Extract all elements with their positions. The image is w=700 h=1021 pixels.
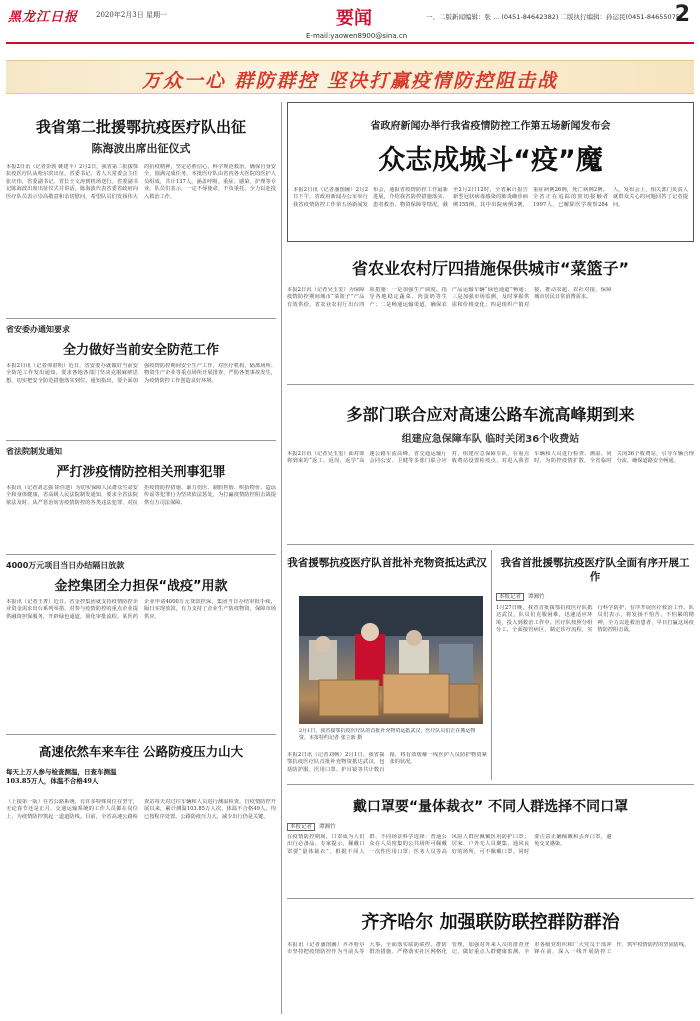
- article-body: 1月27日晚，我省首批援鄂抗疫医疗队抵达武汉，队员们克服困难，迅速适应环境，投入到救治工作中。医疗队按照分组分工，全面接管病区，制定诊疗流程，实行科学防护，有序开展医疗救治工作。队员们表示，将发扬不怕苦、不怕累的精神，全力以赴救治患者，早日打赢这场疫情防控阻击战。: [496, 605, 694, 634]
- divider: [287, 898, 694, 899]
- masthead: [6, 4, 694, 44]
- article-body: （上接第一版）在省公路系统，有许多特殊岗位在坚守，无论春节还是正月，交通运输系统的工作人员都在岗位上，为疫情防控筑起一道道防线。目前，全省高速公路检查站每天对过往车辆和人员进行测温检查。自疫情防控开展以来，累计测温103.85万人次，体温不合格49人，均已按程序处置。公路防疫压力大，减少出行仍是关键。: [6, 799, 276, 820]
- byline-author: 谭湘竹: [528, 594, 545, 600]
- headline: 严打涉疫情防控相关刑事犯罪: [56, 465, 226, 480]
- article-donation: [287, 550, 487, 780]
- kicker: 4000万元项目当日办结隔日放款: [6, 561, 125, 570]
- headline: 省农业农村厅四措施保供城市“菜篮子”: [351, 259, 630, 278]
- section-title: 要闻: [336, 8, 372, 29]
- divider: [287, 384, 694, 385]
- column-divider: [281, 102, 282, 1014]
- headline: 众志成城斗“疫”魔: [378, 145, 603, 176]
- divider: [6, 734, 276, 735]
- page-number: 2: [674, 2, 690, 27]
- column-divider: [491, 550, 492, 780]
- divider: [287, 784, 694, 785]
- article-masks: [287, 790, 694, 894]
- divider: [287, 544, 694, 545]
- article-body: 本报2日讯（记者潘图圖）2月2日下午，省政府新闻办公室举行我省疫情防控工作第五场新闻发布会，通报省疫情防控工作最新进展，介绍我省防控措施落实、患者救治、物资保障等情况。截至2月2日12时，全省累计报告新型冠状病毒感染的肺炎确诊病例155例，其中出院病例3例，重症病例26例，死亡病例2例。全省正在追踪的密切接触者1997人，已解除医学观察284人。发布会上，相关部门负责人就群众关心的问题回答了记者提问。: [293, 187, 688, 208]
- photo-caption: 2月1日，我省援鄂抗疫医疗队的首批补充物资运抵武汉，医疗队员们正在搬运物资。本报特约记者 张立新 摄: [299, 728, 476, 741]
- headline: 多部门联合应对高速公路车流高峰期到来: [346, 405, 635, 424]
- headline: 高速依然车来车往 公路防疫压力山大: [38, 744, 244, 759]
- article-qiqihar: [287, 904, 694, 1014]
- article-traffic: [287, 390, 694, 538]
- byline-author: 谭湘竹: [319, 824, 336, 830]
- newspaper-logo: 黑龙江日报: [8, 10, 79, 25]
- article-body: 本报2日讯（记者谭湛明）近日，省安委办就做好当前安全防范工作发出通知，要求各地各部门坚决克服麻痹思想，切实把安全防范措施落实到位。通知指出，要全面加强疫情防控期间安全生产工作，对医疗机构、隔离场所、物资生产企业等重点场所开展排查，严防各类事故发生，为疫情防控工作创造良好环境。: [6, 363, 276, 384]
- divider: [6, 554, 276, 555]
- byline: [496, 592, 694, 600]
- kicker: 省安委办通知要求: [6, 325, 70, 334]
- slogan-text: 万众一心 群防群控 坚决打赢疫情防控阻击战: [141, 70, 559, 92]
- article-work-start: [496, 550, 694, 780]
- headline: 全力做好当前安全防范工作: [62, 343, 219, 358]
- photo-illustration: [299, 596, 483, 724]
- contact-email: E-mail:yaowen8900@sina.cn: [306, 32, 408, 40]
- slogan-banner: [6, 60, 694, 94]
- article-court: [6, 446, 276, 550]
- divider: [6, 318, 276, 319]
- headline: 我省援鄂抗疫医疗队首批补充物资抵达武汉: [287, 557, 487, 569]
- byline-tag: 本报记者: [287, 823, 315, 831]
- article-highway: [6, 740, 276, 1014]
- article-body: 本报2日讯（记者吴玉玺）面对即将到来的“返工、返岗、返学”高速公路车流高峰，省交通运输厅会同公安、卫健等多部门联合应对，组建应急保障车队，在重点收费站设置检疫点，对进入我省车辆和人员进行检查、测温。同时，为防控疫情扩散，全省临时关闭36个收费站，引导车辆合理分流，确保道路安全畅通。: [287, 451, 694, 465]
- article-body: 本报2日讯（记者吴玉玺）为保障疫情防控期间城市“菜篮子”产品有效供给，省农业农村厅出台四项措施：一是加强生产调度，指导各地稳定蔬菜、肉蛋奶等生产；二是畅通运输渠道，确保农产品运输车辆“绿色通道”畅通；三是加强市场监测，及时掌握供需和价格变化；四是组织产销对接，推动农超、农社对接，保障城市居民日常消费需求。: [287, 287, 612, 308]
- article-press: [287, 102, 694, 242]
- headline: 我省首批援鄂抗疫医疗队全面有序开展工作: [500, 557, 690, 583]
- article-body: 本报讯（记者刘志强 徐佳迪）为切实保障人民群众生命安全和身体健康，省高级人民法院制发通知，要求全省法院依法及时、从严惩治妨害疫情防控的各类违法犯罪，对抗拒疫情防控措施、暴力伤医、制假售假、哄抬物价、造谣传谣等犯罪行为坚决依法惩处，为打赢疫情防控阻击战提供有力司法保障。: [6, 485, 276, 506]
- headline: 戴口罩要“量体裁衣” 不同人群选择不同口罩: [352, 799, 629, 815]
- subhead: 陈海波出席出征仪式: [91, 142, 191, 155]
- article-agriculture: [287, 248, 694, 378]
- article-body: 本报2日讯（记者彭勃 姚建平）2月2日，我省第二批援鄂抗疫医疗队从哈尔滨出征。省委书记、省人大常委会主任张庆伟，省委副书记、省长王文涛到机场送行。省委副书记陈海波出席出征仪式并讲话。陈海波代表省委省政府向医疗队员表示崇高敬意和亲切慰问，希望队员们发扬伟大的抗疫精神，坚定必胜信心，科学规范救治，确保自身安全，圆满完成任务。本批医疗队由省内各大医院的医护人员组成，共计137人，涵盖呼吸、重症、感染、护理等专业。队员们表示，一定不辱使命，不负重托，全力以赴投入救治工作。: [6, 164, 276, 200]
- headline: 齐齐哈尔 加强联防联控群防群治: [361, 912, 620, 933]
- editor-hotlines: 一、二版新闻编辑：张 ... (0451-84642382) 二版执行编辑：孙运民(0451-84655075): [426, 13, 683, 21]
- article-body: 在疫情防控期间，口罩成为人们出行必备品。专家提示，佩戴口罩要“量体裁衣”，根据不同人群、不同场景科学选择：普通公众在人员密集的公共场所可佩戴一次性医用口罩；医务人员等高风险人群应佩戴医用防护口罩；居家、户外无人员聚集、通风良好的场所，可不佩戴口罩。同时要注意正确佩戴和丢弃口罩，避免交叉感染。: [287, 834, 612, 855]
- byline: [287, 822, 694, 830]
- byline-tag: 本报记者: [496, 593, 524, 601]
- article-medical-team: [6, 102, 276, 312]
- article-subhead: 每天上万人参与检查测温，日查车测温103.85万人，体温不合格49人: [6, 768, 117, 785]
- article-body: 本报2日讯（记者刘畅）2月1日，我省援鄂抗疫医疗队首批补充物资抵达武汉，包括防护服、医用口罩、护目镜等共计数百箱，将有效缓解一线医护人员防护物资紧张的状况。: [287, 752, 487, 773]
- headline: 金控集团全力担保“战疫”用款: [54, 579, 228, 594]
- kicker: 省政府新闻办举行我省疫情防控工作第五场新闻发布会: [370, 121, 611, 132]
- article-safety: [6, 324, 276, 436]
- headline: 我省第二批援鄂抗疫医疗队出征: [35, 118, 246, 136]
- article-loans: [6, 560, 276, 730]
- subhead: 组建应急保障车队 临时关闭36个收费站: [401, 434, 580, 445]
- divider: [6, 440, 276, 441]
- article-body: 本报讯（记者王菁）近日，省金控集团就支持疫情防控企业资金需求出台系列举措，对参与疫情防控的重点企业提供融资担保服务，开辟绿色通道，简化审批流程。某医药企业申请4000万元贷款担保，集团当日办结审批手续，隔日实现放款，有力支持了企业生产防疫物资，保障市场供应。: [6, 599, 276, 620]
- kicker: 省法院制发通知: [6, 447, 62, 456]
- issue-date: 2020年2月3日 星期一: [96, 11, 167, 19]
- supplies-photo: [299, 596, 483, 724]
- article-body: 本报讯（记者潘图圖）齐齐哈尔市坚持把疫情防控作为当前头等大事，全面落实联防联控、群防群治措施。严格落实社区网格化管理，加强对外来人员的排查登记，做好重点人群健康监测。全市各级党组织和广大党员干部冲锋在前，深入一线开展防控工作，筑牢疫情防控的坚固防线。: [287, 942, 690, 956]
